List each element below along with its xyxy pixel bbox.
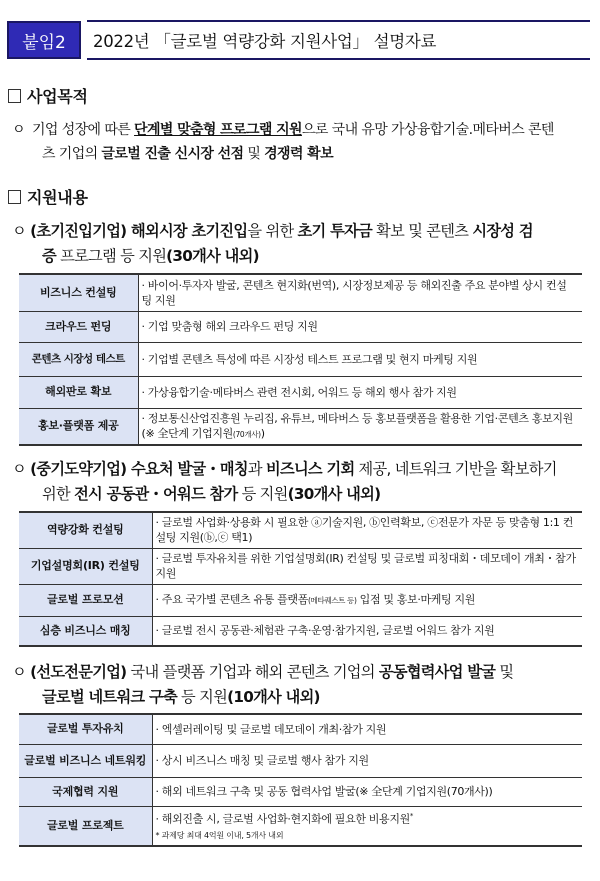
text-run: 및 — [243, 146, 265, 162]
group-line-2 — [12, 685, 594, 710]
text-run-bold: (30개사 내외) — [166, 247, 259, 265]
section-heading-purpose — [8, 84, 88, 107]
footnote-marker: * — [409, 811, 414, 820]
value-small-text: (메타퀘스트 등) — [307, 596, 357, 605]
table-row — [19, 408, 582, 445]
value-text: ) — [260, 426, 265, 440]
value-small-text: (70개사) — [232, 429, 261, 439]
row-value: · 기업 맞춤형 해외 크라우드 펀딩 지원 — [138, 311, 582, 342]
purpose-line-2 — [12, 142, 592, 166]
text-run: 을 위한 — [247, 222, 298, 240]
section-heading-label: 사업목적 — [27, 87, 88, 106]
table-row — [19, 584, 582, 616]
row-key: 비즈니스 컨설팅 — [19, 274, 138, 311]
document-title: 2022년 「글로벌 역량강화 지원사업」 설명자료 — [87, 20, 590, 60]
circle-bullet-icon: ㅇ — [12, 222, 31, 240]
document-header — [7, 20, 590, 60]
row-key: 크라우드 펀딩 — [19, 311, 138, 342]
row-value: · 엑셀러레이팅 및 글로벌 데모데이 개최·참가 지원 — [152, 714, 582, 744]
purpose-paragraph — [12, 118, 592, 166]
table-row — [19, 512, 582, 548]
row-value: · 가상융합기술·메타버스 관련 전시회, 어워드 등 해외 행사 참가 지원 — [138, 376, 582, 408]
value-text: 입점 및 홍보·마케팅 지원 — [356, 593, 476, 606]
table-row — [19, 744, 582, 777]
row-key: 콘텐츠 시장성 테스트 — [19, 342, 138, 376]
text-run: 위한 — [42, 485, 75, 503]
value-text: · 정보통신산업진흥원 누리집, 유튜브, 메타버스 등 홍보플랫폼을 활용한 기업·콘텐츠 홍보지원 (※ 全단계 기업지원 — [141, 411, 573, 440]
purpose-line-1 — [12, 118, 592, 142]
text-run-bold: (선도전문기업) — [30, 663, 127, 681]
row-key: 글로벌 투자유치 — [19, 714, 152, 744]
group-2-table — [19, 511, 582, 647]
table-row — [19, 806, 582, 846]
text-run: 제공, 네트워크 기반을 확보하기 — [354, 460, 557, 478]
text-run-bold: 단계별 맞춤형 프로그램 지원 — [134, 122, 302, 138]
text-run-bold: 글로벌 진출 신시장 선점 — [101, 146, 244, 162]
text-run-bold: (초기진입기업) 해외시장 초기진입 — [30, 222, 248, 240]
group-line-1 — [12, 660, 594, 685]
row-value: · 글로벌 전시 공동관·체험관 구축·운영·참가지원, 글로벌 어워드 참가 지원 — [152, 616, 582, 646]
table-row — [19, 714, 582, 744]
text-run: 등 지원 — [237, 485, 288, 503]
checkbox-square-icon — [8, 190, 21, 204]
row-value: · 해외 네트워크 구축 및 공동 협력사업 발굴(※ 全단계 기업지원(70개사)) — [152, 777, 582, 806]
table-row — [19, 777, 582, 806]
group-line-2 — [12, 244, 594, 269]
group-3-description — [12, 660, 594, 710]
text-run: 확보 및 콘텐츠 — [372, 222, 473, 240]
attachment-tag: 붙임2 — [7, 21, 81, 59]
text-run-bold: (10개사 내외) — [227, 688, 320, 706]
row-value: · 글로벌 사업화·상용화 시 필요한 ⓐ기술지원, ⓑ인력확보, ⓒ전문가 자문 등 맞춤형 1:1 컨설팅 지원(ⓑ,ⓒ 택1) — [152, 512, 582, 548]
section-heading-label: 지원내용 — [27, 188, 88, 207]
text-run: 국내 플랫폼 기업과 해외 콘텐츠 기업의 — [126, 663, 379, 681]
text-run: 으로 국내 유망 가상융합기술.메타버스 콘텐 — [301, 122, 554, 138]
text-run: 프로그램 등 지원 — [55, 247, 167, 265]
text-run-bold: 전시 공동관・어워드 참가 — [74, 485, 238, 503]
row-value — [138, 408, 582, 445]
section-heading-support — [8, 185, 88, 208]
text-run: 츠 기업의 — [42, 146, 102, 162]
value-text: · 해외진출 시, 글로벌 사업화·현지화에 필요한 비용지원 — [155, 812, 410, 826]
group-1-description — [12, 219, 594, 269]
group-line-1 — [12, 457, 594, 482]
text-run: 등 지원 — [176, 688, 228, 706]
group-line-1 — [12, 219, 594, 244]
text-run: 기업 성장에 따른 — [32, 122, 135, 138]
row-key: 글로벌 프로모션 — [19, 584, 152, 616]
row-key: 홍보·플랫폼 제공 — [19, 408, 138, 445]
table-row — [19, 311, 582, 342]
row-value: · 바이어·투자자 발굴, 콘텐츠 현지화(번역), 시장정보제공 등 해외진출 주요 분야별 상시 컨설팅 지원 — [138, 274, 582, 311]
row-key: 글로벌 프로젝트 — [19, 806, 152, 846]
group-line-2 — [12, 482, 594, 507]
group-2-description — [12, 457, 594, 507]
table-row — [19, 376, 582, 408]
text-run-bold: 시장성 검 — [472, 222, 533, 240]
row-value: · 글로벌 투자유치를 위한 기업설명회(IR) 컨설팅 및 글로벌 피칭대회・데모데이 개최・참가 지원 — [152, 548, 582, 584]
text-run-bold: (30개사 내외) — [287, 485, 381, 503]
row-value: · 기업별 콘텐츠 특성에 따른 시장성 테스트 프로그램 및 현지 마케팅 지원 — [138, 342, 582, 376]
row-key: 해외판로 확보 — [19, 376, 138, 408]
row-value: · 상시 비즈니스 매칭 및 글로벌 행사 참가 지원 — [152, 744, 582, 777]
table-row — [19, 548, 582, 584]
text-run-bold: 공동협력사업 발굴 — [378, 663, 496, 681]
circle-bullet-icon: ㅇ — [12, 122, 25, 138]
row-key: 역량강화 컨설팅 — [19, 512, 152, 548]
text-run-bold: 글로벌 네트워크 구축 — [42, 688, 177, 706]
checkbox-square-icon — [8, 89, 21, 103]
group-1-table — [19, 273, 582, 446]
text-run-bold: 증 — [42, 247, 56, 265]
circle-bullet-icon: ㅇ — [12, 460, 31, 478]
row-key: 심층 비즈니스 매칭 — [19, 616, 152, 646]
table-row — [19, 342, 582, 376]
group-3-table — [19, 713, 582, 847]
footnote-text: * 과제당 최대 4억원 이내, 5개사 내외 — [155, 831, 284, 841]
text-run-bold: 비즈니스 기회 — [266, 460, 355, 478]
text-run-bold: 경쟁력 확보 — [264, 146, 333, 162]
row-value — [152, 584, 582, 616]
value-text: · 주요 국가별 콘텐츠 유통 플랫폼 — [155, 593, 308, 606]
row-key: 글로벌 비즈니스 네트워킹 — [19, 744, 152, 777]
row-value — [152, 806, 582, 846]
text-run-bold: 초기 투자금 — [297, 222, 372, 240]
table-row — [19, 616, 582, 646]
text-run: 과 — [247, 460, 266, 478]
text-run: 및 — [495, 663, 514, 681]
circle-bullet-icon: ㅇ — [12, 663, 31, 681]
row-key: 국제협력 지원 — [19, 777, 152, 806]
table-row — [19, 274, 582, 311]
text-run-bold: (중기도약기업) 수요처 발굴・매칭 — [30, 460, 248, 478]
row-key: 기업설명회(IR) 컨설팅 — [19, 548, 152, 584]
